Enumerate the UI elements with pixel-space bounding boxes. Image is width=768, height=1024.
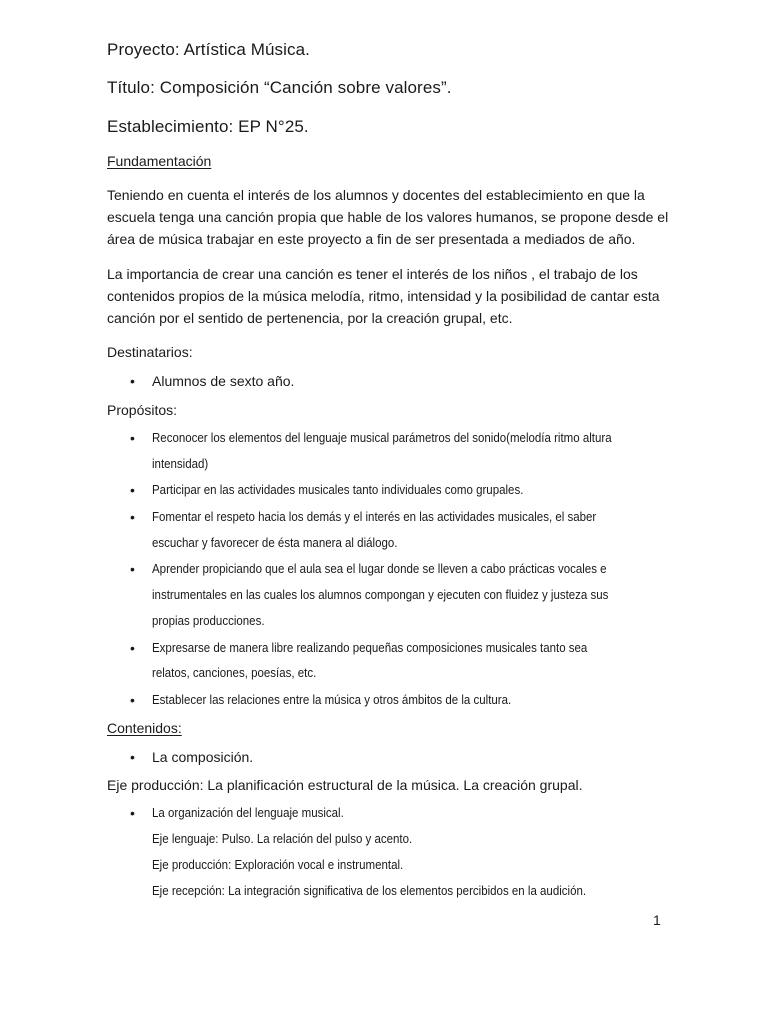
contenidos-sub-4: Eje recepción: La integración significativa de los elementos percibidos en la audición.: [152, 884, 587, 898]
page-number: 1: [653, 912, 661, 928]
title-line: [107, 78, 452, 98]
proposito-3-line1: Fomentar el respeto hacia los demás y el interés en las actividades musicales, el saber: [152, 510, 597, 524]
fundamentacion-p2-line3: canción por el sentido de pertenencia, por la creación grupal, etc.: [107, 310, 513, 326]
bullet-icon: •: [130, 749, 135, 765]
proposito-4-line1: Aprender propiciando que el aula sea el lugar donde se lleven a cabo prácticas vocales e: [152, 562, 607, 576]
proposito-1-line2: intensidad): [152, 457, 209, 471]
bullet-icon: •: [130, 692, 135, 708]
bullet-icon: •: [130, 482, 135, 498]
fundamentacion-p2-line1: La importancia de crear una canción es tener el interés de los niños , el trabajo de los: [107, 266, 638, 282]
project-line: Proyecto: Artística Música.: [107, 40, 310, 59]
proposito-2-line1: Participar en las actividades musicales tanto individuales como grupales.: [152, 483, 524, 497]
bullet-icon: •: [130, 561, 135, 577]
title-value: Composición “Canción sobre valores”.: [154, 78, 452, 97]
fundamentacion-p2-line2: contenidos propios de la música melodía, ritmo, intensidad y la posibilidad de cantar esta: [107, 288, 660, 304]
contenidos-heading: Contenidos:: [107, 720, 182, 736]
bullet-icon: •: [130, 373, 135, 389]
proposito-6-line1: Establecer las relaciones entre la música y otros ámbitos de la cultura.: [152, 693, 512, 707]
eje-produccion-line: Eje producción: La planificación estructural de la música. La creación grupal.: [107, 777, 583, 793]
proposito-5-line2: relatos, canciones, poesías, etc.: [152, 666, 317, 680]
destinatarios-item: Alumnos de sexto año.: [152, 373, 295, 389]
proposito-4-line3: propias producciones.: [152, 614, 265, 628]
contenidos-sub-2: Eje lenguaje: Pulso. La relación del pulso y acento.: [152, 832, 413, 846]
establishment-line: Establecimiento: EP N°25.: [107, 117, 309, 136]
proposito-3-line2: escuchar y favorecer de ésta manera al diálogo.: [152, 536, 398, 550]
proposito-5-line1: Expresarse de manera libre realizando pequeñas composiciones musicales tanto sea: [152, 641, 588, 655]
proposito-4-line2: instrumentales en las cuales los alumnos compongan y ejecuten con fluidez y justeza sus: [152, 588, 609, 602]
bullet-icon: •: [130, 509, 135, 525]
contenidos-item: La composición.: [152, 749, 254, 765]
propositos-heading: Propósitos:: [107, 402, 178, 418]
contenidos-sub-1: La organización del lenguaje musical.: [152, 806, 344, 820]
destinatarios-heading: Destinatarios:: [107, 344, 193, 360]
bullet-icon: •: [130, 430, 135, 446]
fundamentacion-p1-line1: Teniendo en cuenta el interés de los alumnos y docentes del establecimiento en que la: [107, 187, 645, 203]
bullet-icon: •: [130, 640, 135, 656]
title-label: Título:: [107, 78, 155, 97]
bullet-icon: •: [130, 805, 135, 821]
contenidos-sub-3: Eje producción: Exploración vocal e instrumental.: [152, 858, 404, 872]
fundamentacion-p1-line3: área de música trabajar en este proyecto a fin de ser presentada a mediados de año.: [107, 231, 636, 247]
proposito-1-line1: Reconocer los elementos del lenguaje musical parámetros del sonido(melodía ritmo altura: [152, 431, 612, 445]
fundamentacion-heading: Fundamentación: [107, 153, 212, 169]
fundamentacion-p1-line2: escuela tenga una canción propia que hable de los valores humanos, se propone desde el: [107, 209, 669, 225]
